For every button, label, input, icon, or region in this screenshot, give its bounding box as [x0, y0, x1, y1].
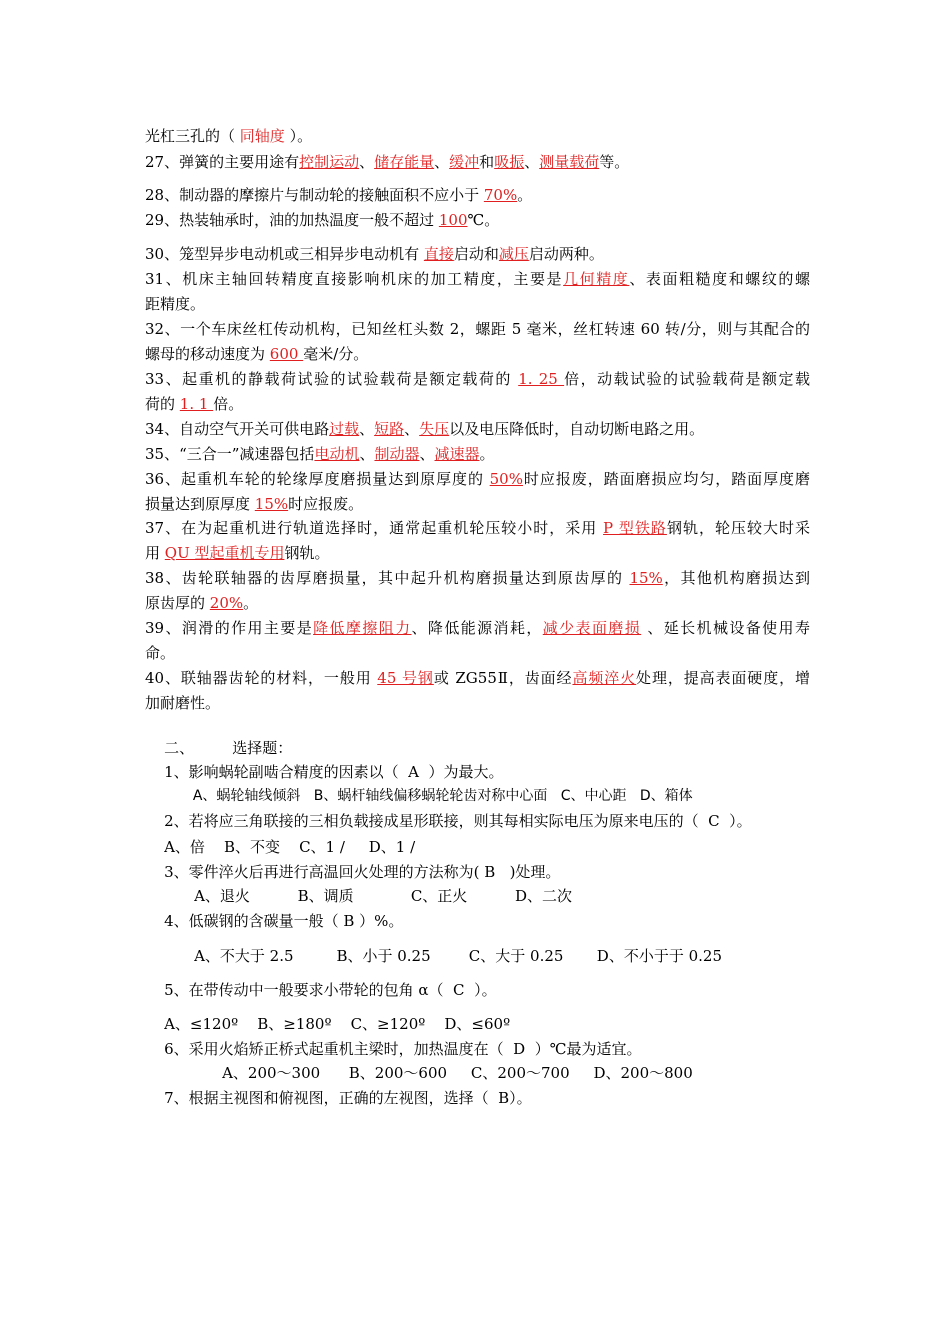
text: 启动和 — [453, 245, 499, 263]
answer-text: 几何精度 — [563, 270, 630, 288]
text: 毫米/分。 — [303, 345, 369, 363]
text: 27、弹簧的主要用途有 — [145, 153, 300, 171]
text: 原齿厚的 — [145, 594, 210, 612]
choice-question-7 — [145, 1068, 810, 1128]
text: 36、起重机车轮的轮缘厚度磨损量达到原厚度的 — [145, 470, 490, 488]
question-32 — [145, 319, 810, 339]
text: 38、齿轮联轴器的齿厚磨损量，其中起升机构磨损量达到原齿厚的 — [145, 569, 630, 587]
answer-text: 减压 — [498, 245, 529, 263]
text: 2、若将应三角联接的三相负载接成星形联接，则其每相实际电压为原来电压的（ C ）。 — [164, 812, 752, 830]
question-34 — [145, 419, 810, 439]
text-line — [145, 126, 810, 146]
text: 处理，提高表面硬度，增 — [636, 669, 810, 687]
question-29 — [145, 210, 810, 230]
text: 3、零件淬火后再进行高温回火处理的方法称为( B )处理。 — [164, 863, 561, 881]
text: 、 — [359, 420, 375, 438]
answer-text: 降低摩擦阻力 — [313, 619, 412, 637]
text: 。 — [243, 594, 259, 612]
answer-text: QU 型起重机专用 — [164, 544, 285, 562]
text: 、 — [359, 445, 375, 463]
text: A、≤120º B、≥180º C、≥120º D、≤60º — [164, 1015, 511, 1033]
question-27 — [145, 152, 810, 172]
text: 螺母的移动速度为 — [145, 345, 270, 363]
text: A、倍 B、不变 C、1 / D、1 / — [164, 838, 416, 856]
text: 加耐磨性。 — [145, 694, 221, 712]
answer-text: 同轴度 — [235, 127, 285, 145]
text: 、 — [359, 153, 375, 171]
text: 时应报废。 — [288, 495, 364, 513]
text: A、200～300 B、200～600 C、200～700 D、200～800 — [222, 1064, 693, 1082]
text: 、表面粗糙度和螺纹的螺 — [629, 270, 810, 288]
text: 启动两种。 — [528, 245, 604, 263]
text: 、 — [419, 445, 435, 463]
text: 34、自动空气开关可供电路 — [145, 420, 330, 438]
question-36 — [145, 469, 810, 489]
question-28 — [145, 185, 810, 205]
text: 以及电压降低时，自动切断电路之用。 — [449, 420, 705, 438]
text: 31、机床主轴回转精度直接影响机床的加工精度，主要是 — [145, 270, 564, 288]
text-line — [145, 593, 810, 613]
text: 钢轨，轮压较大时采 — [666, 519, 810, 537]
text-line — [145, 693, 810, 713]
text: ，其他机构磨损达到 — [662, 569, 810, 587]
text: 钢轨。 — [284, 544, 330, 562]
answer-text: 电动机 — [314, 445, 360, 463]
text: 倍。 — [213, 395, 244, 413]
text: 32、一个车床丝杠传动机构，已知丝杠头数 2，螺距 5 毫米，丝杠转速 60 转/分，则与其配合的 — [145, 320, 810, 338]
text: 。 — [479, 445, 495, 463]
text: 40、联轴器齿轮的材料，一般用 — [145, 669, 378, 687]
answer-text: 吸振 — [494, 153, 525, 171]
answer-text: 缓冲 — [449, 153, 480, 171]
text: 、降低能源消耗， — [411, 619, 543, 637]
answer-text: 15% — [629, 569, 663, 587]
answer-text: 1. 1 — [179, 395, 214, 413]
question-39 — [145, 618, 810, 638]
answer-text: P 型铁路 — [603, 519, 667, 537]
text: 4、低碳钢的含碳量一般（ B ）%。 — [164, 912, 404, 930]
text: 、 — [524, 153, 540, 171]
question-35 — [145, 444, 810, 464]
question-37 — [145, 518, 810, 538]
answer-text: 高频淬火 — [572, 669, 637, 687]
text: 命。 — [145, 644, 176, 662]
question-40 — [145, 668, 810, 688]
text: 用 — [145, 544, 165, 562]
answer-text: 控制运动 — [299, 153, 360, 171]
text: 等。 — [599, 153, 630, 171]
text: A、蜗轮轴线倾斜 B、蜗杆轴线偏移蜗轮轮齿对称中心面 C、中心距 D、箱体 — [192, 788, 693, 804]
question-33 — [145, 369, 810, 389]
text: 7、根据主视图和俯视图，正确的左视图，选择（ B）。 — [164, 1089, 532, 1107]
text: 33、起重机的静载荷试验的试验载荷是额定载荷的 — [145, 370, 519, 388]
text: 30、笼型异步电动机或三相异步电动机有 — [145, 245, 424, 263]
text: ）。 — [284, 127, 313, 145]
question-38 — [145, 568, 810, 588]
text: 。 — [517, 186, 533, 204]
answer-text: 45 号钢 — [377, 669, 434, 687]
text-line — [145, 344, 810, 364]
text: 荷的 — [145, 395, 180, 413]
answer-text: 储存能量 — [374, 153, 435, 171]
text: 光杠三孔的（ — [145, 127, 236, 145]
answer-text: 70% — [483, 186, 518, 204]
text: 距精度。 — [145, 295, 206, 313]
text: 二、 选择题： — [164, 739, 293, 757]
text: 和 — [479, 153, 495, 171]
question-31 — [145, 269, 810, 289]
answer-text: 600 — [269, 345, 304, 363]
text: 28、制动器的摩擦片与制动轮的接触面积不应小于 — [145, 186, 484, 204]
question-30 — [145, 244, 810, 264]
text-line — [145, 494, 810, 514]
text-line — [145, 394, 810, 414]
answer-text: 50% — [489, 470, 523, 488]
text: ℃。 — [467, 211, 500, 229]
answer-text: 过载 — [329, 420, 360, 438]
text: A、不大于 2.5 B、小于 0.25 C、大于 0.25 D、不小于于 0.25 — [194, 947, 722, 965]
answer-text: 制动器 — [374, 445, 420, 463]
text: 39、润滑的作用主要是 — [145, 619, 314, 637]
text-line — [145, 543, 810, 563]
text-line — [145, 643, 810, 663]
answer-text: 100 — [438, 211, 468, 229]
answer-text: 直接 — [423, 245, 454, 263]
text: 、 — [434, 153, 450, 171]
answer-text: 减速器 — [434, 445, 480, 463]
text: 35、“三合一”减速器包括 — [145, 445, 315, 463]
text: 6、采用火焰矫正桥式起重机主梁时，加热温度在（ D ）℃最为适宜。 — [164, 1040, 642, 1058]
answer-text: 短路 — [374, 420, 405, 438]
text: 、延长机械设备使用寿 — [641, 619, 810, 637]
answer-text: 减少表面磨损 — [542, 619, 642, 637]
answer-text: 失压 — [419, 420, 450, 438]
answer-text: 测量载荷 — [539, 153, 600, 171]
answer-text: 20% — [209, 594, 244, 612]
text: 时应报废，踏面磨损应均匀，踏面厚度磨 — [522, 470, 810, 488]
text: 损量达到原厚度 — [145, 495, 255, 513]
answer-text: 15% — [254, 495, 289, 513]
text: A、退火 B、调质 C、正火 D、二次 — [194, 887, 573, 905]
text: 或 ZG55Ⅱ，齿面经 — [433, 669, 573, 687]
answer-text: 1. 25 — [518, 370, 565, 388]
text: 5、在带传动中一般要求小带轮的包角 α（ C ）。 — [164, 981, 497, 999]
text: 37、在为起重机进行轨道选择时，通常起重机轮压较小时，采用 — [145, 519, 604, 537]
text: 29、热装轴承时，油的加热温度一般不超过 — [145, 211, 439, 229]
text: 倍，动载试验的试验载荷是额定载 — [564, 370, 810, 388]
text-line — [145, 294, 810, 314]
text: 、 — [404, 420, 420, 438]
text: 1、影响蜗轮副啮合精度的因素以（ A ）为最大。 — [164, 763, 504, 781]
